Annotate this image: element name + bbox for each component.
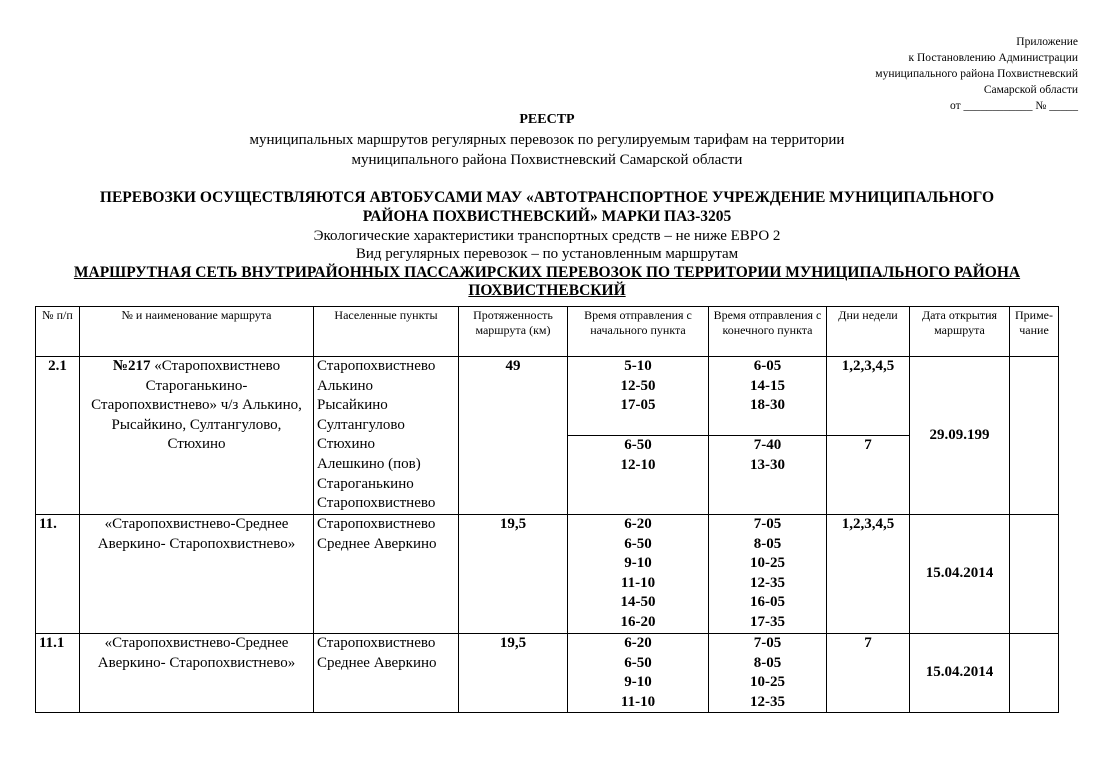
cell-num: 2.1 bbox=[36, 357, 80, 515]
cell-length: 19,5 bbox=[459, 515, 568, 634]
subtitle-line: муниципального района Похвистневский Самарской области bbox=[351, 152, 743, 168]
routes-table bbox=[35, 306, 1059, 713]
cell-days: 1,2,3,4,5 bbox=[827, 357, 910, 436]
eco-characteristics: Экологические характеристики транспортных средств – не ниже ЕВРО 2 bbox=[313, 228, 781, 244]
carrier-line: ПЕРЕВОЗКИ ОСУЩЕСТВЛЯЮТСЯ АВТОБУСАМИ МАУ «АВТОТРАНСПОРТНОЕ УЧРЕЖДЕНИЕ МУНИЦИПАЛЬНОГО bbox=[99, 189, 995, 206]
route-number: №217 bbox=[112, 358, 151, 374]
header-note: Приме-чание bbox=[1010, 307, 1059, 357]
annex-line: муниципального района Похвистневский bbox=[875, 68, 1078, 80]
annex-line: к Постановлению Администрации bbox=[908, 52, 1078, 64]
cell-length: 19,5 bbox=[459, 634, 568, 713]
annex-line: Самарской области bbox=[983, 84, 1078, 96]
header-num: № п/п bbox=[36, 307, 80, 357]
cell-route: «Старопохвистнево-Среднее Аверкино- Старопохвистнево» bbox=[80, 634, 314, 713]
header-dep-start: Время отправления с начального пункта bbox=[568, 307, 709, 357]
cell-dep-start: 6-20 6-50 9-10 11-10 bbox=[568, 634, 709, 713]
table-header-row bbox=[36, 307, 1059, 357]
header-opened: Дата открытия маршрута bbox=[910, 307, 1010, 357]
cell-dep-end: 7-40 13-30 bbox=[709, 436, 827, 515]
cell-dep-start: 5-10 12-50 17-05 bbox=[568, 357, 709, 436]
cell-days: 7 bbox=[827, 436, 910, 515]
annex-block bbox=[798, 34, 1078, 114]
cell-dep-end: 7-05 8-05 10-25 12-35 bbox=[709, 634, 827, 713]
cell-dep-end: 7-05 8-05 10-25 12-35 16-05 17-35 bbox=[709, 515, 827, 634]
cell-opened: 29.09.199 bbox=[910, 357, 1010, 515]
network-line: МАРШРУТНАЯ СЕТЬ ВНУТРИРАЙОННЫХ ПАССАЖИРСКИХ ПЕРЕВОЗОК ПО ТЕРРИТОРИИ МУНИЦИПАЛЬНОГО РАЙОНА bbox=[73, 264, 1021, 281]
carrier-line: РАЙОНА ПОХВИСТНЕВСКИЙ» МАРКИ ПАЗ-3205 bbox=[362, 208, 732, 225]
document-title: РЕЕСТР bbox=[519, 112, 575, 127]
table-row bbox=[36, 357, 1059, 436]
cell-opened: 15.04.2014 bbox=[910, 515, 1010, 634]
header-length: Протяженность маршрута (км) bbox=[459, 307, 568, 357]
cell-num: 11. bbox=[36, 515, 80, 634]
cell-dep-start: 6-20 6-50 9-10 11-10 14-50 16-20 bbox=[568, 515, 709, 634]
network-line: ПОХВИСТНЕВСКИЙ bbox=[468, 282, 626, 299]
network-heading bbox=[0, 264, 1094, 300]
transport-kind: Вид регулярных перевозок – по установленным маршрутам bbox=[355, 246, 739, 262]
annex-line: Приложение bbox=[1016, 36, 1078, 48]
cell-route bbox=[80, 357, 314, 515]
cell-days: 1,2,3,4,5 bbox=[827, 515, 910, 634]
subtitle-line: муниципальных маршрутов регулярных перевозок по регулируемым тарифам на территории bbox=[249, 132, 845, 148]
table-row bbox=[36, 634, 1059, 713]
header-settlements: Населенные пункты bbox=[314, 307, 459, 357]
cell-days: 7 bbox=[827, 634, 910, 713]
annex-line: от ____________ № _____ bbox=[950, 100, 1078, 112]
header-dep-end: Время отправления с конечного пункта bbox=[709, 307, 827, 357]
cell-dep-end: 6-05 14-15 18-30 bbox=[709, 357, 827, 436]
cell-opened: 15.04.2014 bbox=[910, 634, 1010, 713]
document-subtitle bbox=[0, 130, 1094, 170]
cell-settlements: Старопохвистнево Среднее Аверкино bbox=[314, 634, 459, 713]
route-name: «Старопохвистнево Староганькино-Старопохвистнево» ч/з Алькино, Рысайкино, Султангулово, Стюхино bbox=[91, 358, 302, 453]
cell-num: 11.1 bbox=[36, 634, 80, 713]
header-route: № и наименование маршрута bbox=[80, 307, 314, 357]
header-days: Дни недели bbox=[827, 307, 910, 357]
cell-note bbox=[1010, 515, 1059, 634]
carrier-heading bbox=[0, 188, 1094, 226]
cell-settlements: Старопохвистнево Среднее Аверкино bbox=[314, 515, 459, 634]
table-row bbox=[36, 515, 1059, 634]
cell-length: 49 bbox=[459, 357, 568, 515]
cell-dep-start: 6-50 12-10 bbox=[568, 436, 709, 515]
cell-note bbox=[1010, 357, 1059, 515]
cell-route: «Старопохвистнево-Среднее Аверкино- Старопохвистнево» bbox=[80, 515, 314, 634]
cell-settlements: Старопохвистнево Алькино Рысайкино Султангулово Стюхино Алешкино (пов) Староганькино Старопохвистнево bbox=[314, 357, 459, 515]
cell-note bbox=[1010, 634, 1059, 713]
